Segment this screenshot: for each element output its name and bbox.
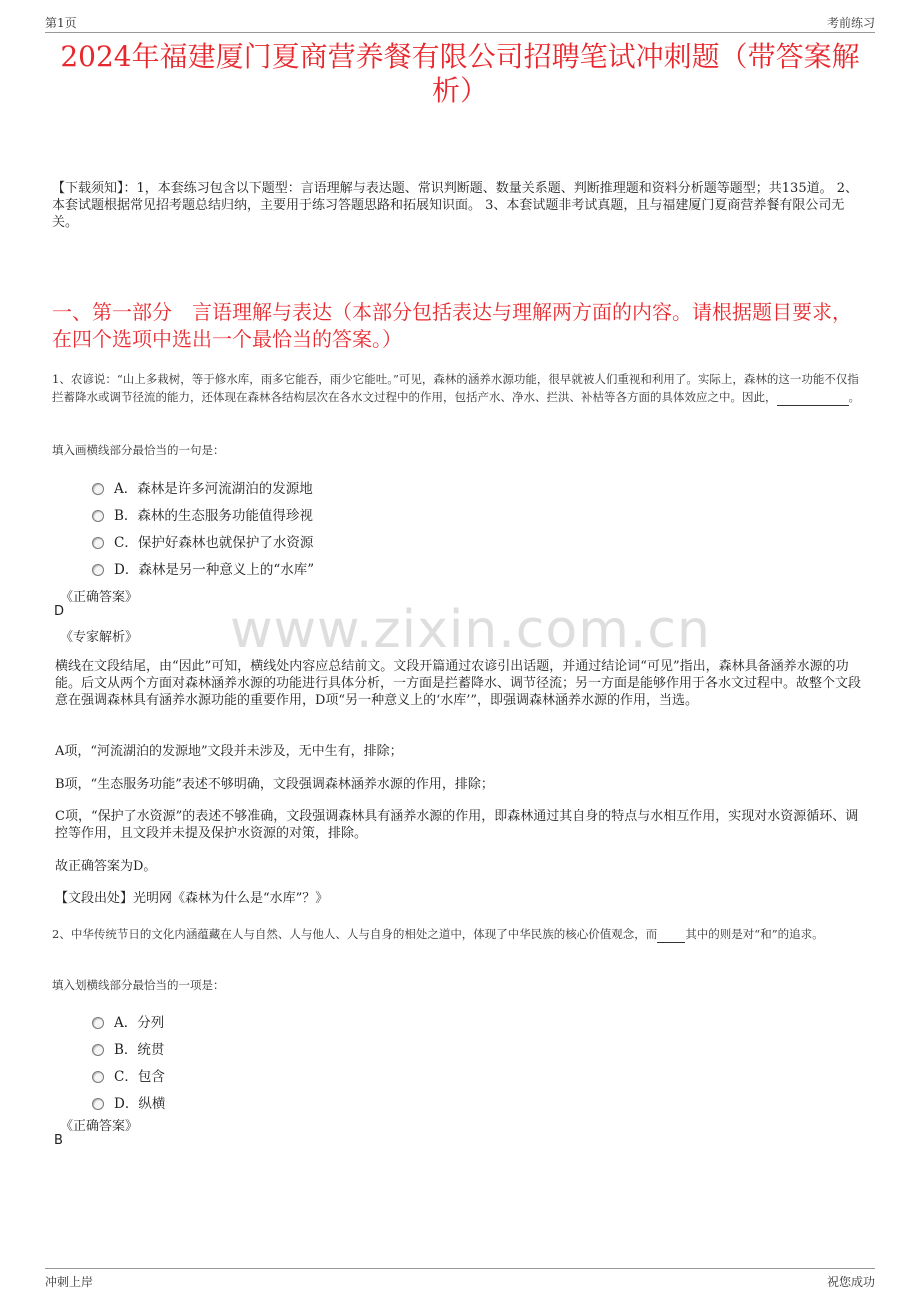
option-b[interactable]: B．统贯 [92,1038,164,1058]
footer-left: 冲刺上岸 [45,1275,94,1289]
page-footer [45,1268,875,1289]
option-c[interactable]: C．保护好森林也就保护了水资源 [92,531,313,551]
radio-button[interactable] [92,510,104,522]
watermark: www.zixin.com.cn [230,600,711,660]
analysis-paragraph: C项，“保护了水资源”的表述不够准确，文段强调森林具有涵养水源的作用，即森林通过其自身的特点与水相互作用，实现对水资源循环、调控等作用，且文段并未提及保护水资源的对策，排除。 [55,809,859,841]
page-number: 第1页 [45,16,77,30]
page-header [45,12,875,33]
question-1-prompt: 填入画横线部分最恰当的一句是： [52,443,225,457]
radio-button[interactable] [92,564,104,576]
option-a[interactable]: A．分列 [92,1011,164,1031]
document-title: 2024年福建厦门夏商营养餐有限公司招聘笔试冲刺题（带答案解析） [60,40,860,107]
download-notice: 【下载须知】：1，本套练习包含以下题型：言语理解与表达题、常识判断题、数量关系题、判断推理题和资料分析题等题型；共135道。 2、本套试题根据常见招考题总结归纳，主要用于练习答题思路和拓展知识面。 3、本套试题非考试真题，且与福建厦门夏商营养餐有限公司无关。 [52,181,858,230]
radio-button[interactable] [92,483,104,495]
analysis-label: 《专家解析》 [60,630,139,645]
option-d[interactable]: D．纵横 [92,1092,165,1112]
source-citation: 【文段出处】光明网《森林为什么是“水库”？》 [55,891,329,906]
answer-label: 《正确答案》 [60,1119,139,1134]
question-2-text: 2、中华传统节日的文化内涵蕴藏在人与自然、人与他人、人与自身的相处之道中，体现了中华民族的核心价值观念，而 其中的则是对“和”的追求。 [52,927,824,941]
analysis-paragraph: B项，“生态服务功能”表述不够明确，文段强调森林涵养水源的作用，排除； [55,777,494,792]
radio-button[interactable] [92,1017,104,1029]
option-b[interactable]: B．森林的生态服务功能值得珍视 [92,504,313,524]
answer-value: B [54,1133,63,1148]
answer-blank [777,393,849,406]
answer-value: D [54,604,65,619]
option-c[interactable]: C．包含 [92,1065,165,1085]
answer-blank [657,930,685,943]
question-1-text: 1、农谚说：“山上多栽树，等于修水库，雨多它能吞，雨少它能吐。”可见，森林的涵养水源功能，很早就被人们重视和利用了。实际上，森林的这一功能不仅指拦蓄降水或调节径流的能力，还体现在森林各结构层次在各水文过程中的作用，包括产水、净水、拦洪、补枯等各方面的具体效应之中。因此， 。 [52,372,860,404]
analysis-paragraph: 横线在文段结尾，由“因此”可知，横线处内容应总结前文。文段开篇通过农谚引出话题，并通过结论词“可见”指出，森林具备涵养水源的功能。后文从两个方面对森林涵养水源的功能进行具体分析，一方面是拦蓄降水、调节径流；另一方面是能够作用于各水文过程中。故整个文段意在强调森林具有涵养水源功能的重要作用，D项“另一种意义上的‘水库’”，即强调森林涵养水源的作用，当选。 [55,659,862,708]
radio-button[interactable] [92,537,104,549]
question-2-prompt: 填入划横线部分最恰当的一项是： [52,978,225,992]
option-d[interactable]: D．森林是另一种意义上的“水库” [92,558,314,578]
option-a[interactable]: A．森林是许多河流湖泊的发源地 [92,477,313,497]
section-heading: 一、第一部分 言语理解与表达（本部分包括表达与理解两方面的内容。请根据题目要求，在四个选项中选出一个最恰当的答案。） [52,300,852,351]
radio-button[interactable] [92,1098,104,1110]
analysis-paragraph: A项，“河流湖泊的发源地”文段并未涉及，无中生有，排除； [55,744,403,759]
footer-right: 祝您成功 [826,1275,875,1289]
answer-label: 《正确答案》 [60,590,139,605]
radio-button[interactable] [92,1071,104,1083]
radio-button[interactable] [92,1044,104,1056]
analysis-paragraph: 故正确答案为D。 [55,859,157,874]
header-label: 考前练习 [826,16,875,30]
